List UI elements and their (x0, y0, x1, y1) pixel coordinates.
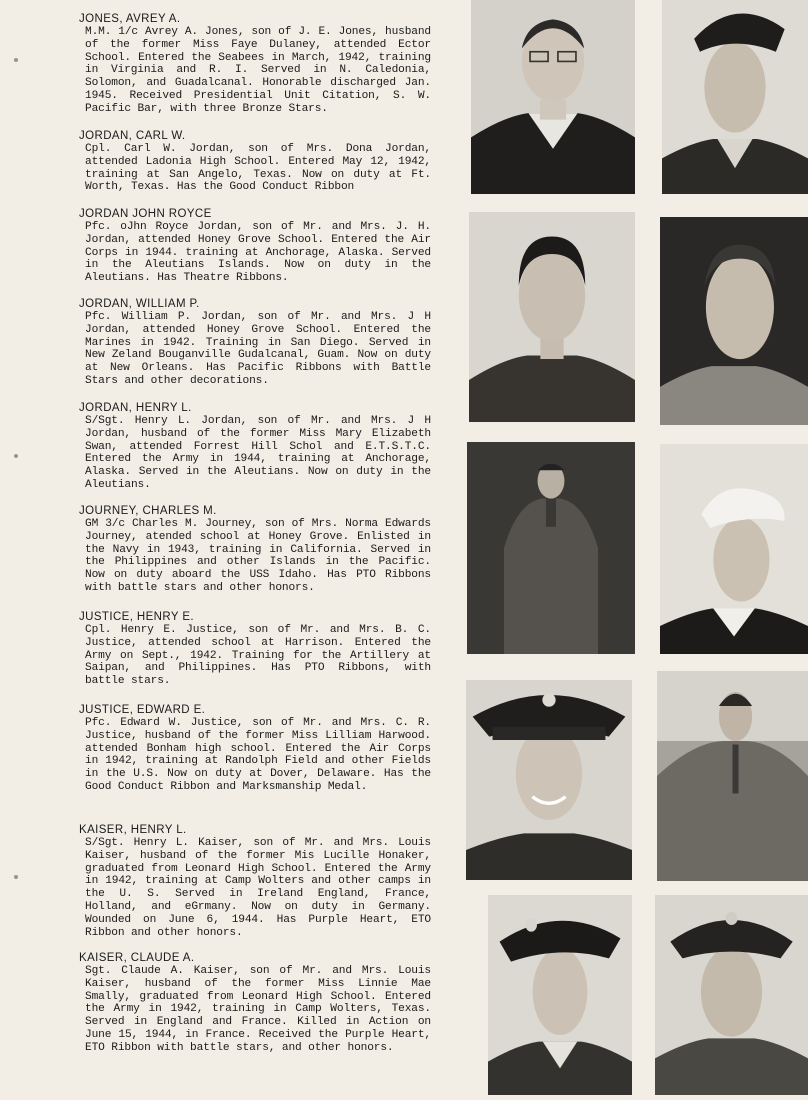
portrait-photo-journey-charles (660, 444, 808, 654)
entry-text: Pfc. William P. Jordan, son of Mr. and Mrs. J H Jordan, attended Honey Grove School. Entered the Marines in 1942. Training in San Diego. Served in New Zeland Bouganville Gudalcanal, Guam. Now on duty at New Orleans. Has Pacific Ribbons with Battle Stars and other decorations. (85, 311, 431, 387)
portrait-photo-kaiser-henry (657, 671, 808, 881)
entry-name: KAISER, CLAUDE A. (79, 952, 195, 964)
entry-jordan-henry (79, 402, 431, 492)
entry-jordan-john-royce (79, 208, 431, 285)
entry-jones-avrey (79, 13, 431, 116)
entry-justice-edward (79, 704, 431, 794)
portrait-photo-kaiser-extra (655, 895, 808, 1095)
portrait-photo-kaiser-claude (488, 895, 632, 1095)
portrait-photo-jordan-john-royce (469, 212, 635, 422)
entry-text: Pfc. Edward W. Justice, son of Mr. and Mrs. C. R. Justice, husband of the former Miss Lilliam Harwood. attended Bonham high school. Entered the Air Corps in 1942, training at Randolph Field and other Fields in the U.S. Now on duty at Dover, Delaware. Has the Good Conduct Ribbon and Marksmanship Medal. (85, 717, 431, 793)
entry-text: S/Sgt. Henry L. Jordan, son of Mr. and Mrs. J H Jordan, husband of the former Miss Mary Elizabeth Swan, attended Forrest Hill Schol and E.T.S.T.C. Entered the Army in 1944, training at Anchorage, Alaska. Served in the Aleutians. Now on duty in the Aleutians. (85, 415, 431, 491)
entry-text: Pfc. oJhn Royce Jordan, son of Mr. and Mrs. J. H. Jordan, attended Honey Grove School. Entered the Air Corps in 1944. training at Anchorage, Alaska. Served in the Aleutians Islands. Now on duty in the Aleutians. Has Theatre Ribbons. (85, 221, 431, 285)
entry-name: KAISER, HENRY L. (79, 824, 187, 836)
binding-hole (14, 58, 18, 62)
entry-text: Cpl. Henry E. Justice, son of Mr. and Mrs. B. C. Justice, attended school at Harrison. Entered the Army on Sept., 1942. Training for the Artillery at Saipan, and Philippines. Has PTO Ribbons, with battle stars. (85, 624, 431, 688)
entry-kaiser-henry (79, 824, 431, 939)
entry-text: S/Sgt. Henry L. Kaiser, son of Mr. and Mrs. Louis Kaiser, husband of the former Mis Lucille Honaker, graduated from Leonard High School. Entered the Army in 1942, training at Camp Wolters and other camps in the U. S. Served in Ireland England, France, Holland, and eGrmany. Now on duty in Germany. Wounded on June 6, 1944. Has Purple Heart, ETO Ribbon and other honors. (85, 837, 431, 939)
portrait-photo-jordan-carl (662, 0, 808, 194)
portrait-photo-jordan-henry (467, 442, 635, 654)
entry-name: JOURNEY, CHARLES M. (79, 505, 217, 517)
entry-text: Sgt. Claude A. Kaiser, son of Mr. and Mrs. Louis Kaiser, husband of the former Miss Linnie Mae Smally, graduated from Leonard High School. Entered the Army in 1942, training in Camp Wolters, Texas. Served in England and France. Killed in Action on June 15, 1944, in France. Received the Purple Heart, ETO Ribbon with battle stars, and other honors. (85, 965, 431, 1054)
binding-hole (14, 875, 18, 879)
entry-text: GM 3/c Charles M. Journey, son of Mrs. Norma Edwards Journey, atended school at Honey Grove. Enlisted in the Navy in 1943, training in California. Served in the Philippines and other Islands in the Pacific. Now on duty aboard the USS Idaho. Has PTO Ribbons with battle stars and other honors. (85, 518, 431, 594)
portrait-photo-jones-avrey (471, 0, 635, 194)
entry-name: JORDAN, WILLIAM P. (79, 298, 200, 310)
entry-name: JORDAN JOHN ROYCE (79, 208, 212, 220)
entry-justice-henry (79, 611, 431, 688)
entry-jordan-william (79, 298, 431, 388)
entry-journey-charles (79, 505, 431, 595)
entry-name: JORDAN, CARL W. (79, 130, 186, 142)
entry-text: Cpl. Carl W. Jordan, son of Mrs. Dona Jordan, attended Ladonia High School. Entered May 12, 1942, training at San Angelo, Texas. Now on duty at Ft. Worth, Texas. Has the Good Conduct Ribbon (85, 143, 431, 194)
portrait-photo-justice-edward (466, 680, 632, 880)
portrait-photo-jordan-william (660, 217, 808, 425)
binding-hole (14, 454, 18, 458)
entry-jordan-carl (79, 130, 431, 194)
entry-name: JUSTICE, EDWARD E. (79, 704, 206, 716)
entry-name: JORDAN, HENRY L. (79, 402, 192, 414)
entry-name: JONES, AVREY A. (79, 13, 181, 25)
entry-text: M.M. 1/c Avrey A. Jones, son of J. E. Jones, husband of the former Miss Faye Dulaney, attended Ector School. Entered the Seabees in March, 1942, training in Virginia and R. I. Served in N. Caledonia, Solomon, and Guadalcanal. Honorable discharged Jan. 1945. Received Presidential Unit Citation, S. W. Pacific Bar, with three Bronze Stars. (85, 26, 431, 115)
entry-name: JUSTICE, HENRY E. (79, 611, 195, 623)
entry-kaiser-claude (79, 952, 431, 1055)
